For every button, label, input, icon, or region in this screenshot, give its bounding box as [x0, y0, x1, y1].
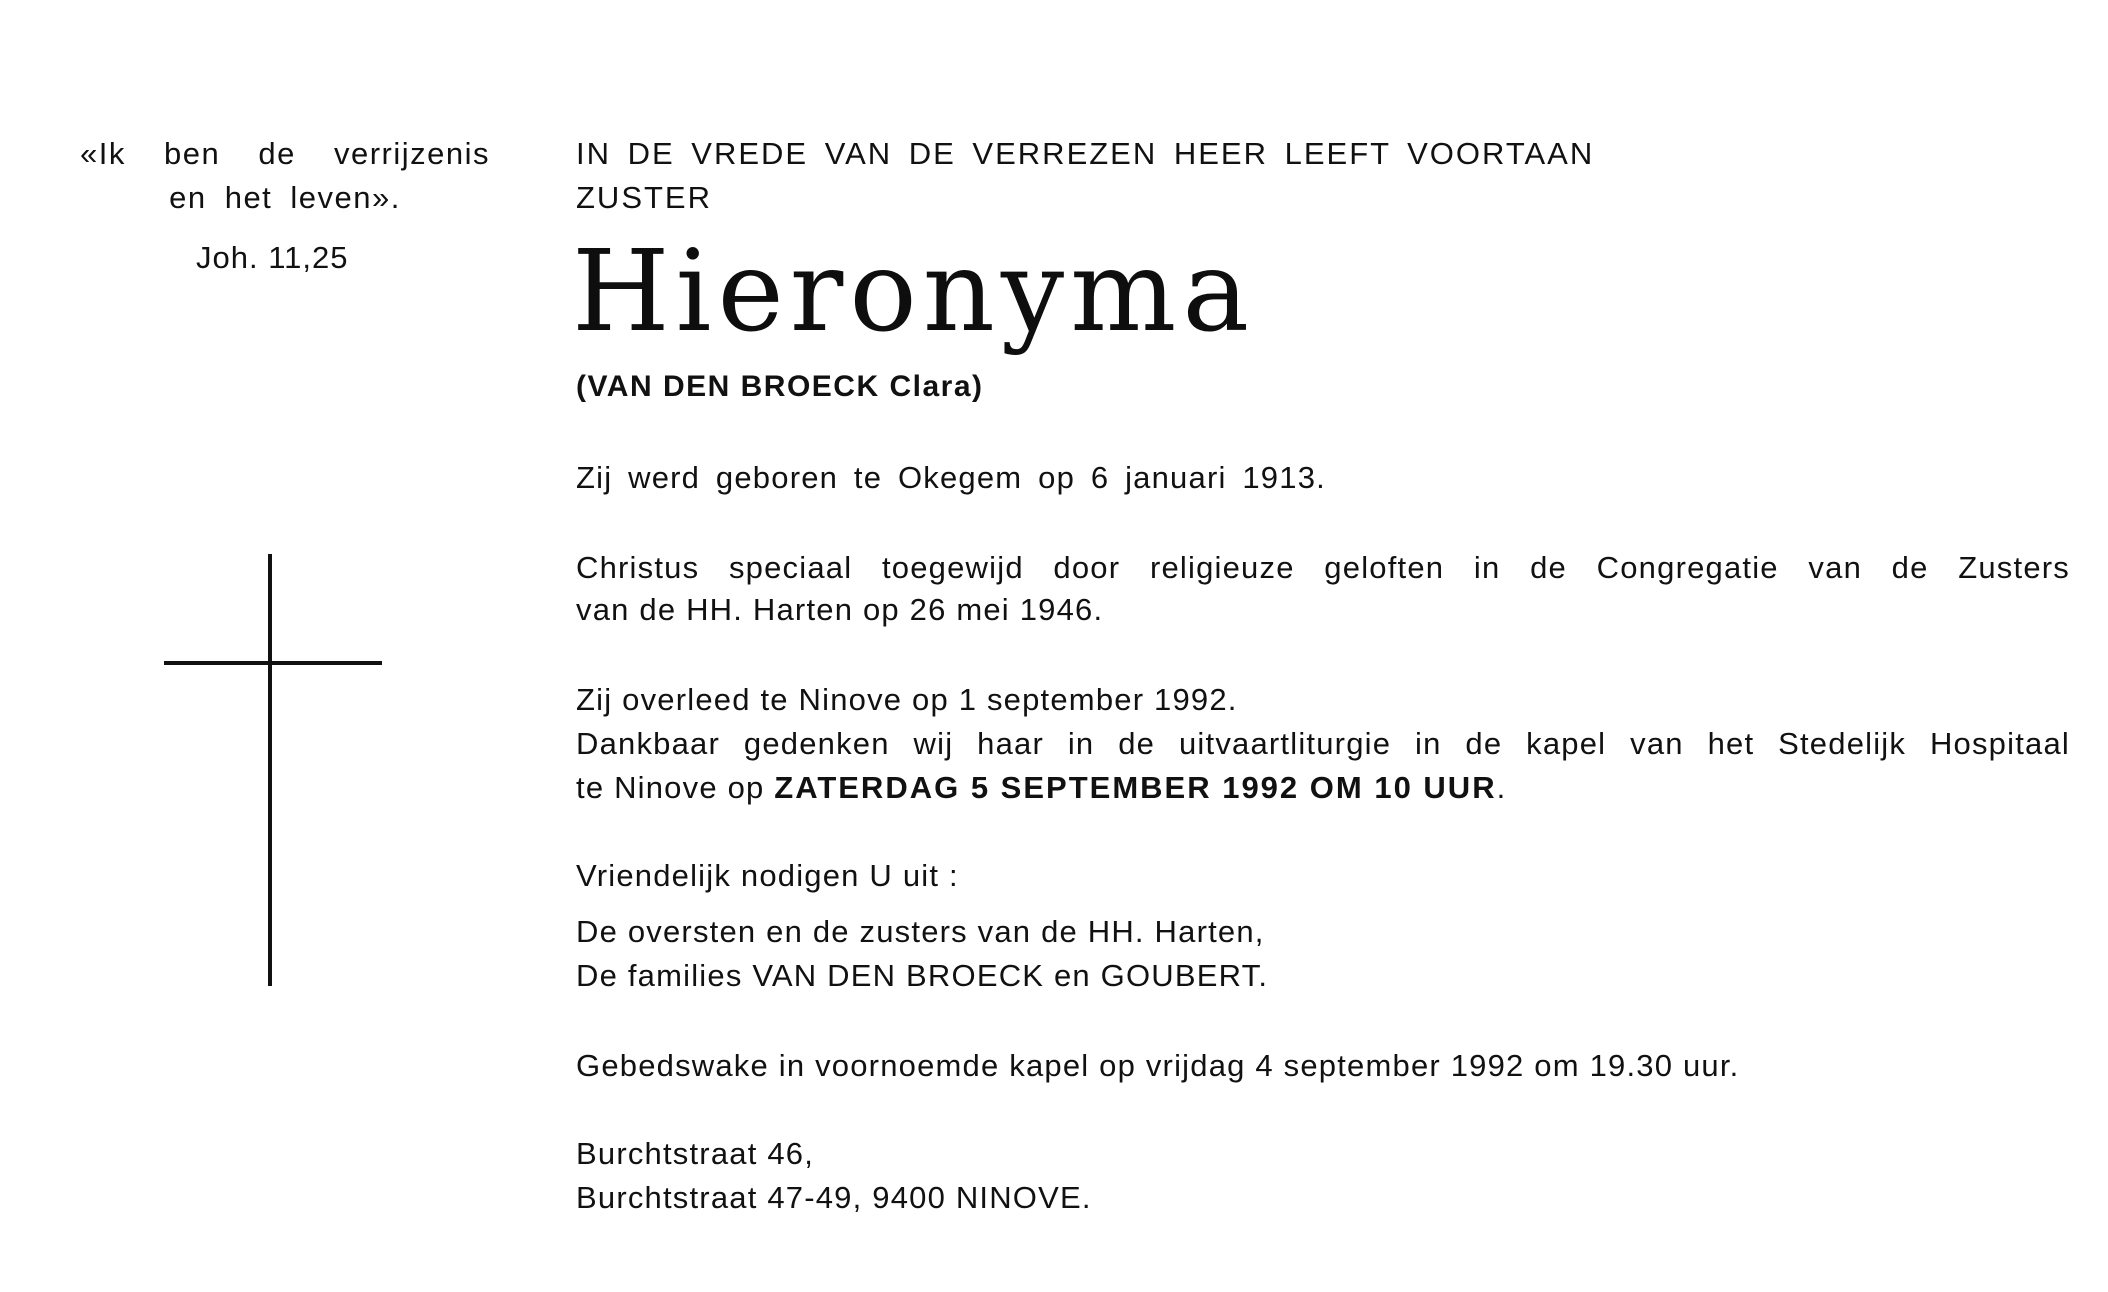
prayer-vigil-statement: Gebedswake in voornoemde kapel op vrijdag 4 september 1992 om 19.30 uur. — [576, 1048, 1740, 1083]
address-line-1: Burchtstraat 46, — [576, 1136, 815, 1171]
invitee-line: De families VAN DEN BROECK en GOUBERT. — [576, 958, 1269, 993]
funeral-date: ZATERDAG 5 SEPTEMBER 1992 OM 10 UUR — [774, 770, 1497, 805]
funeral-statement-line-2 — [576, 770, 1506, 806]
address-line-2: Burchtstraat 47-49, 9400 NINOVE. — [576, 1180, 1092, 1215]
bible-reference: Joh. 11,25 — [196, 240, 349, 275]
funeral-suffix: . — [1496, 770, 1507, 805]
announcement-heading: IN DE VREDE VAN DE VERREZEN HEER LEEFT VOORTAAN — [576, 136, 1595, 171]
quote-line-2: en het leven». — [169, 180, 401, 215]
invitation-intro: Vriendelijk nodigen U uit : — [576, 858, 959, 893]
birth-statement: Zij werd geboren te Okegem op 6 januari 1913. — [576, 460, 1326, 495]
vows-statement-line-1: Christus speciaal toegewijd door religieuze geloften in de Congregatie van de Zusters — [576, 550, 2070, 585]
quote-line-1: «Ik ben de verrijzenis — [80, 136, 490, 171]
vows-statement-line-2: van de HH. Harten op 26 mei 1946. — [576, 592, 1104, 627]
religious-name: Hieronyma — [572, 227, 1256, 357]
cross-horizontal-bar — [164, 661, 382, 665]
invitee-line: De oversten en de zusters van de HH. Harten, — [576, 914, 1265, 949]
death-statement: Zij overleed te Ninove op 1 september 1992. — [576, 682, 1238, 717]
funeral-statement-line-1: Dankbaar gedenken wij haar in de uitvaartliturgie in de kapel van het Stedelijk Hospitaal — [576, 726, 2070, 761]
title-label: ZUSTER — [576, 180, 712, 215]
civil-name: (VAN DEN BROECK Clara) — [576, 370, 984, 403]
cross-vertical-bar — [268, 554, 272, 986]
funeral-prefix: te Ninove op — [576, 770, 765, 805]
epigraph-quote — [80, 132, 490, 220]
